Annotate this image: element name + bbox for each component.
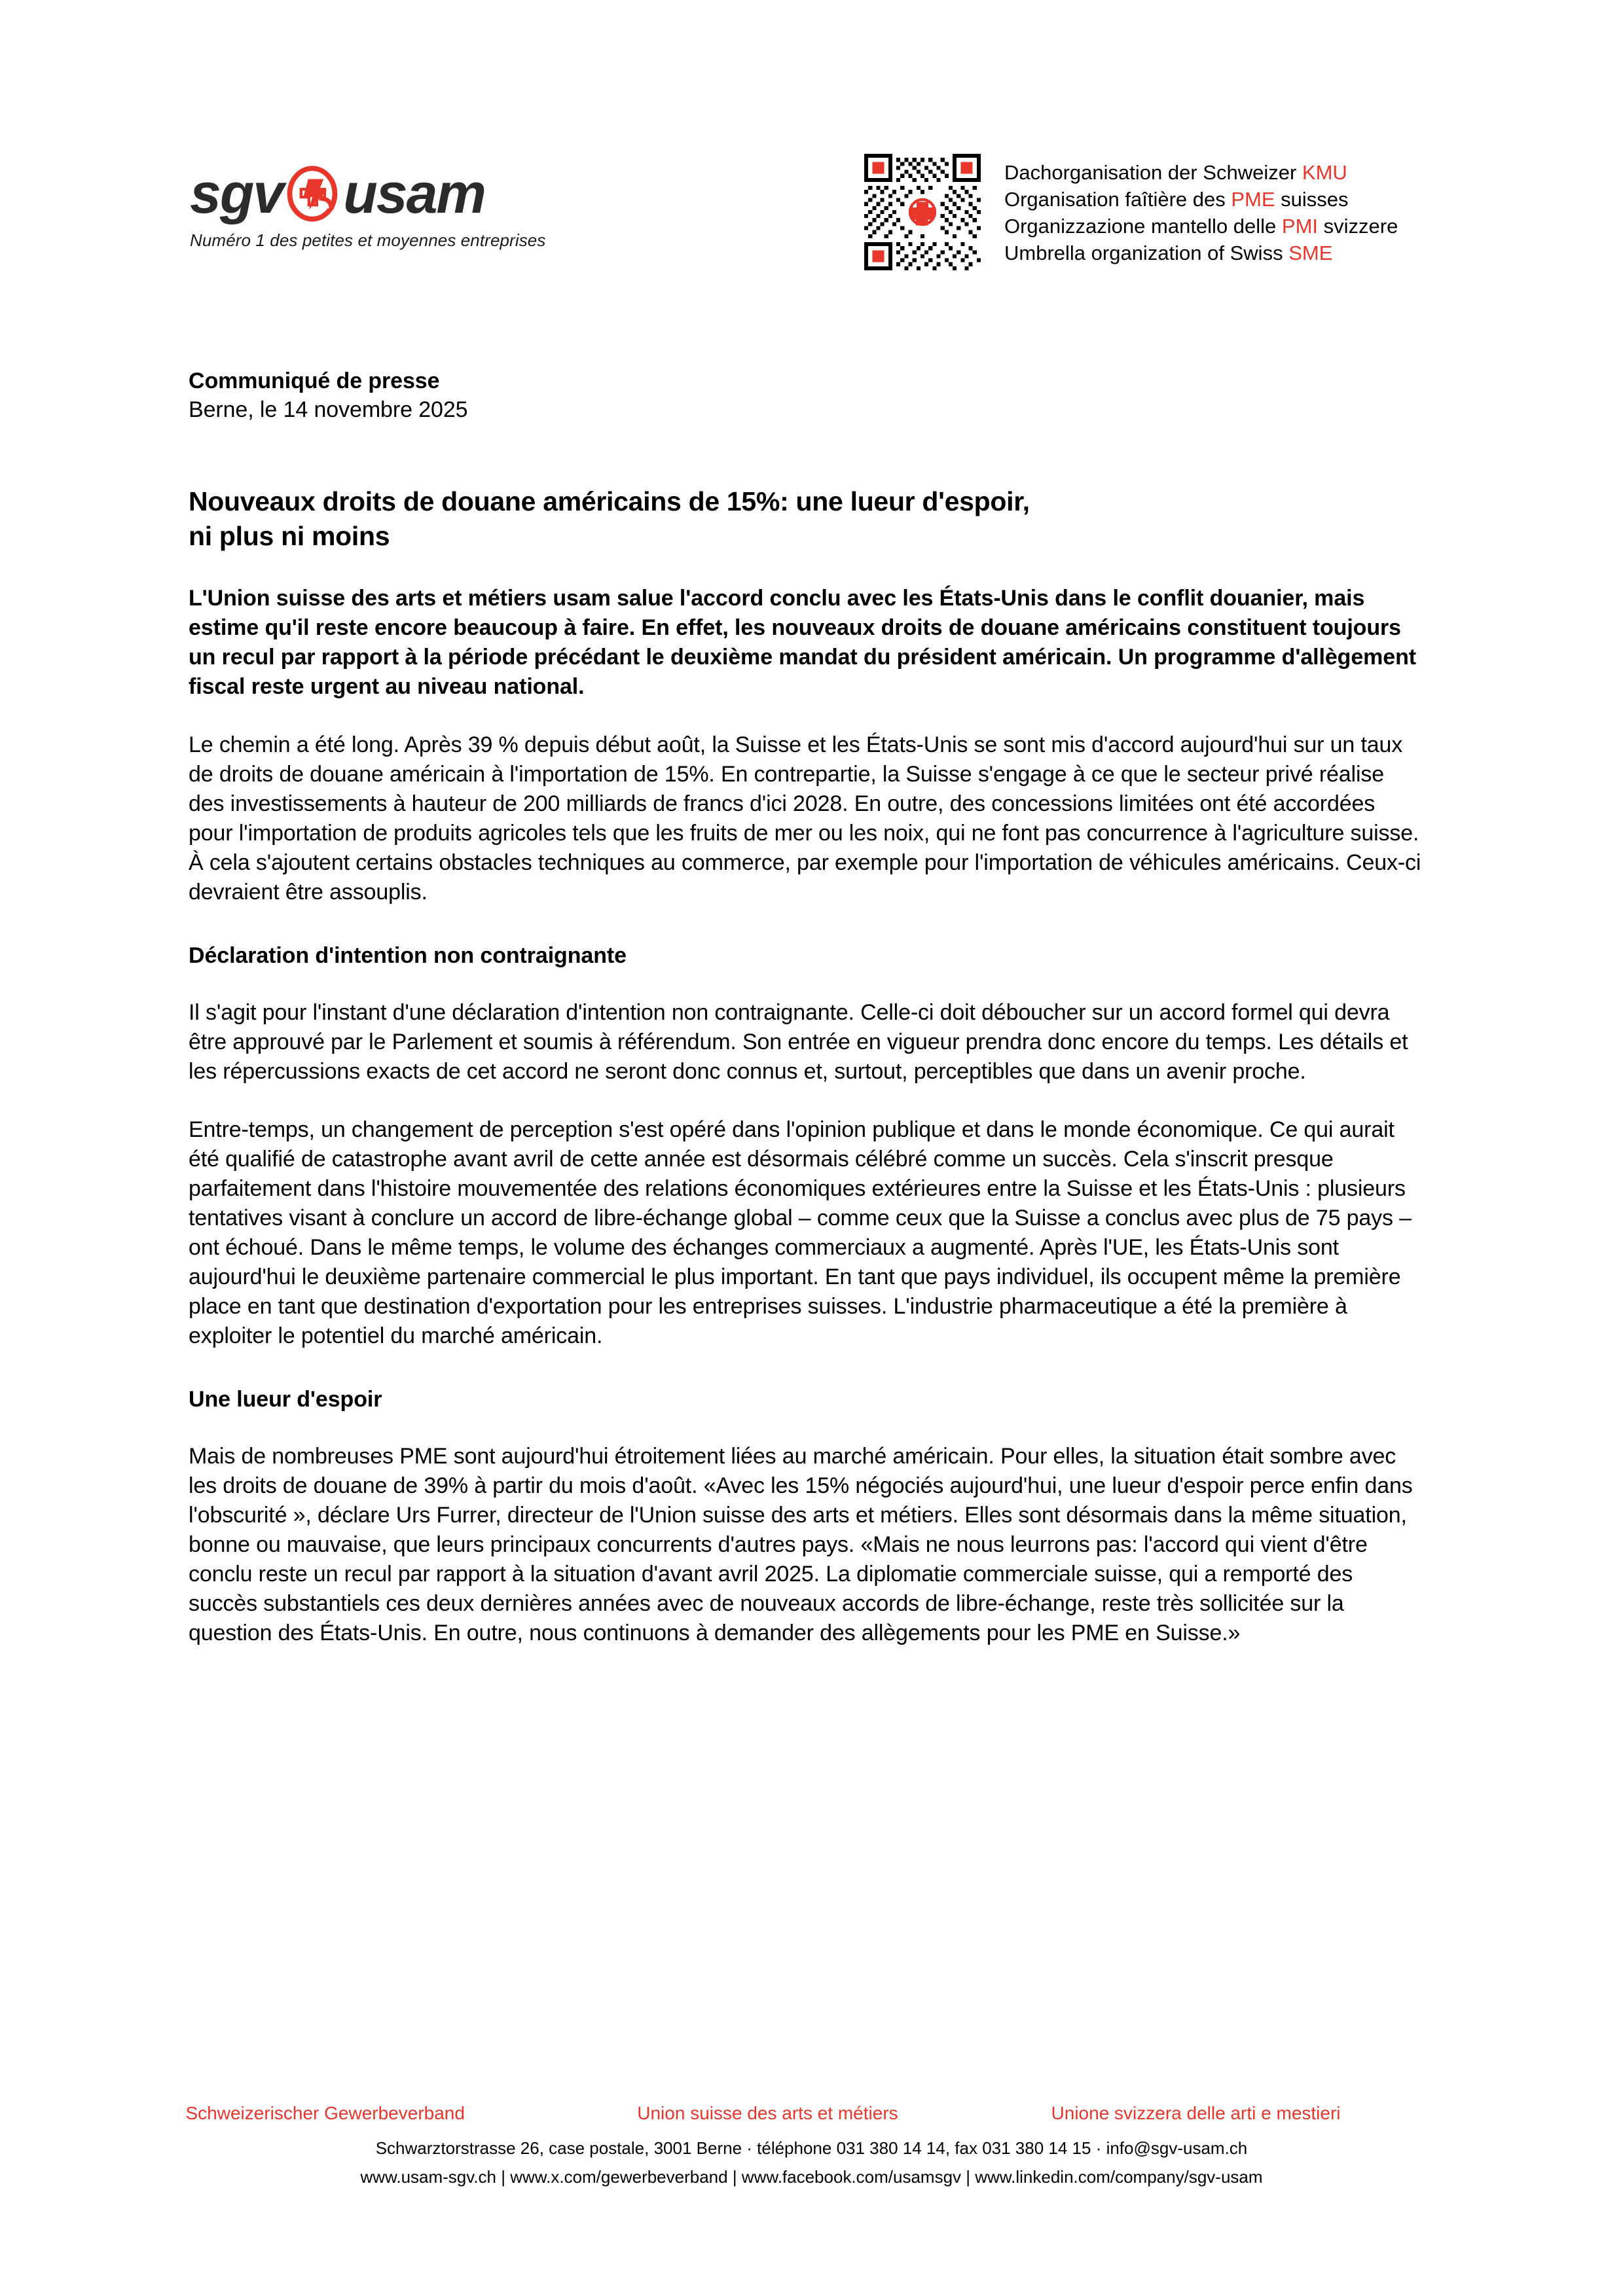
footer-links-line[interactable]: www.usam-sgv.ch | www.x.com/gewerbeverband | www.facebook.com/usamsgv | www.linkedin.com/company/sgv-usam [360, 2167, 1263, 2187]
page-title: Nouveaux droits de douane américains de 15%: une lueur d'espoir, ni plus ni moins [189, 486, 1030, 551]
org-line-de-accent: KMU [1302, 161, 1347, 184]
org-line-en-accent: SME [1288, 242, 1333, 264]
qr-code-icon[interactable] [864, 154, 981, 270]
org-line-fr-suffix: suisses [1275, 188, 1349, 211]
section-heading-declaration: Déclaration d'intention non contraignante [189, 943, 627, 968]
place-and-date: Berne, le 14 novembre 2025 [189, 397, 468, 422]
logo-text-sgv: sgv [190, 162, 283, 225]
footer-org-names [183, 2101, 1440, 2126]
footer-org-de: Schweizerischer Gewerbeverband [185, 2103, 465, 2123]
document-header [0, 141, 1623, 272]
org-line-de [1004, 159, 1398, 186]
usam-logo [190, 164, 596, 251]
body-paragraph-1: Le chemin a été long. Après 39 % depuis début août, la Suisse et les États-Unis se sont mis d'accord aujourd'hui sur un taux de droits de douane américain à l'importation de 15%. En contrepartie, la Suisse s'engage à ce que le secteur privé réalise des investissements à hauteur de 200 milliards de francs d'ici 2028. En outre, des concessions limitées ont été accordées pour l'importation de produits agricoles tels que les fruits de mer ou les noix, qui ne font pas concurrence à l'agriculture suisse. À cela s'ajoutent certains obstacles techniques au commerce, par exemple pour l'importation de véhicules américains. Ceux-ci devraient être assouplis. [189, 732, 1421, 905]
qr-and-org-languages [864, 154, 1398, 270]
org-line-it-prefix: Organizzazione mantello delle [1004, 215, 1282, 238]
org-line-it-suffix: svizzere [1318, 215, 1398, 238]
org-line-fr [1004, 186, 1398, 213]
body-paragraph-2: Il s'agit pour l'instant d'une déclaration d'intention non contraignante. Celle-ci doit déboucher sur un accord formel qui devra être approuvé par le Parlement et soumis à référendum. Son entrée en vigueur prendra donc encore du temps. Les détails et les répercussions exacts de cet accord ne seront donc connus et, surtout, perceptibles que dans un avenir proche. [189, 1000, 1408, 1084]
org-line-fr-accent: PME [1231, 188, 1275, 211]
org-line-de-prefix: Dachorganisation der Schweizer [1004, 161, 1302, 184]
org-line-fr-prefix: Organisation faîtière des [1004, 188, 1231, 211]
body-paragraph-3: Entre-temps, un changement de perception s'est opéré dans l'opinion publique et dans le monde économique. Ce qui aurait été qualifié de catastrophe avant avril de cette année est désormais célébré comme un succès. Cela s'inscrit presque parfaitement dans l'histoire mouvementée des relations économiques extérieures entre la Suisse et les États-Unis : plusieurs tentatives visant à conclure un accord de libre-échange global – comme ceux que la Suisse a conclus avec plus de 75 pays – ont échoué. Dans le même temps, le volume des échanges commerciaux a augmenté. Après l'UE, les États-Unis sont aujourd'hui le deuxième partenaire commercial le plus important. En tant que pays individuel, ils occupent même la première place en tant que destination d'exportation pour les entreprises suisses. L'industrie pharmaceutique a été la première à exploiter le potentiel du marché américain. [189, 1117, 1412, 1348]
swiss-cross-logo-mark [284, 166, 340, 222]
body-paragraph-4: Mais de nombreuses PME sont aujourd'hui étroitement liées au marché américain. Pour elles, la situation était sombre avec les droits de douane de 39% à partir du mois d'août. «Avec les 15% négociés aujourd'hui, une lueur d'espoir perce enfin dans l'obscurité », déclare Urs Furrer, directeur de l'Union suisse des arts et métiers. Elles sont désormais dans la même situation, bonne ou mauvaise, que leurs principaux concurrents d'autres pays. «Mais ne nous leurrons pas: l'accord qui vient d'être conclu reste un recul par rapport à la situation d'avant avril 2025. La diplomatie commerciale suisse, qui a remporté des succès substantiels ces deux dernières années avec de nouveaux accords de libre-échange, reste très sollicitée sur la question des États-Unis. En outre, nous continuons à demander des allègements pour les PME en Suisse.» [189, 1444, 1413, 1645]
section-heading-lueur-espoir: Une lueur d'espoir [189, 1387, 382, 1412]
footer-address-line: Schwarztorstrasse 26, case postale, 3001 Berne · téléphone 031 380 14 14, fax 031 380 14 15 · info@sgv-usam.ch [375, 2138, 1248, 2158]
org-language-lines [1004, 154, 1398, 266]
logo-tagline: Numéro 1 des petites et moyennes entreprises [190, 230, 546, 250]
org-line-it-accent: PMI [1281, 215, 1319, 238]
logo-wordmark [190, 164, 596, 224]
org-line-en [1004, 240, 1398, 266]
document-footer [0, 2101, 1623, 2191]
document-content [189, 367, 1423, 1670]
footer-org-it: Unione svizzera delle arti e mestieri [1051, 2103, 1341, 2123]
org-line-en-prefix: Umbrella organization of Swiss [1004, 242, 1289, 264]
lead-paragraph: L'Union suisse des arts et métiers usam salue l'accord conclu avec les États-Unis dans le conflit douanier, mais estime qu'il reste encore beaucoup à faire. En effet, les nouveaux droits de douane américains constituent toujours un recul par rapport à la période précédant le deuxième mandat du président américain. Un programme d'allègement fiscal reste urgent au niveau national. [189, 586, 1416, 699]
footer-org-fr: Union suisse des arts et métiers [637, 2103, 898, 2123]
org-line-it [1004, 213, 1398, 240]
document-type-label: Communiqué de presse [189, 368, 440, 393]
logo-text-usam: usam [343, 162, 485, 225]
